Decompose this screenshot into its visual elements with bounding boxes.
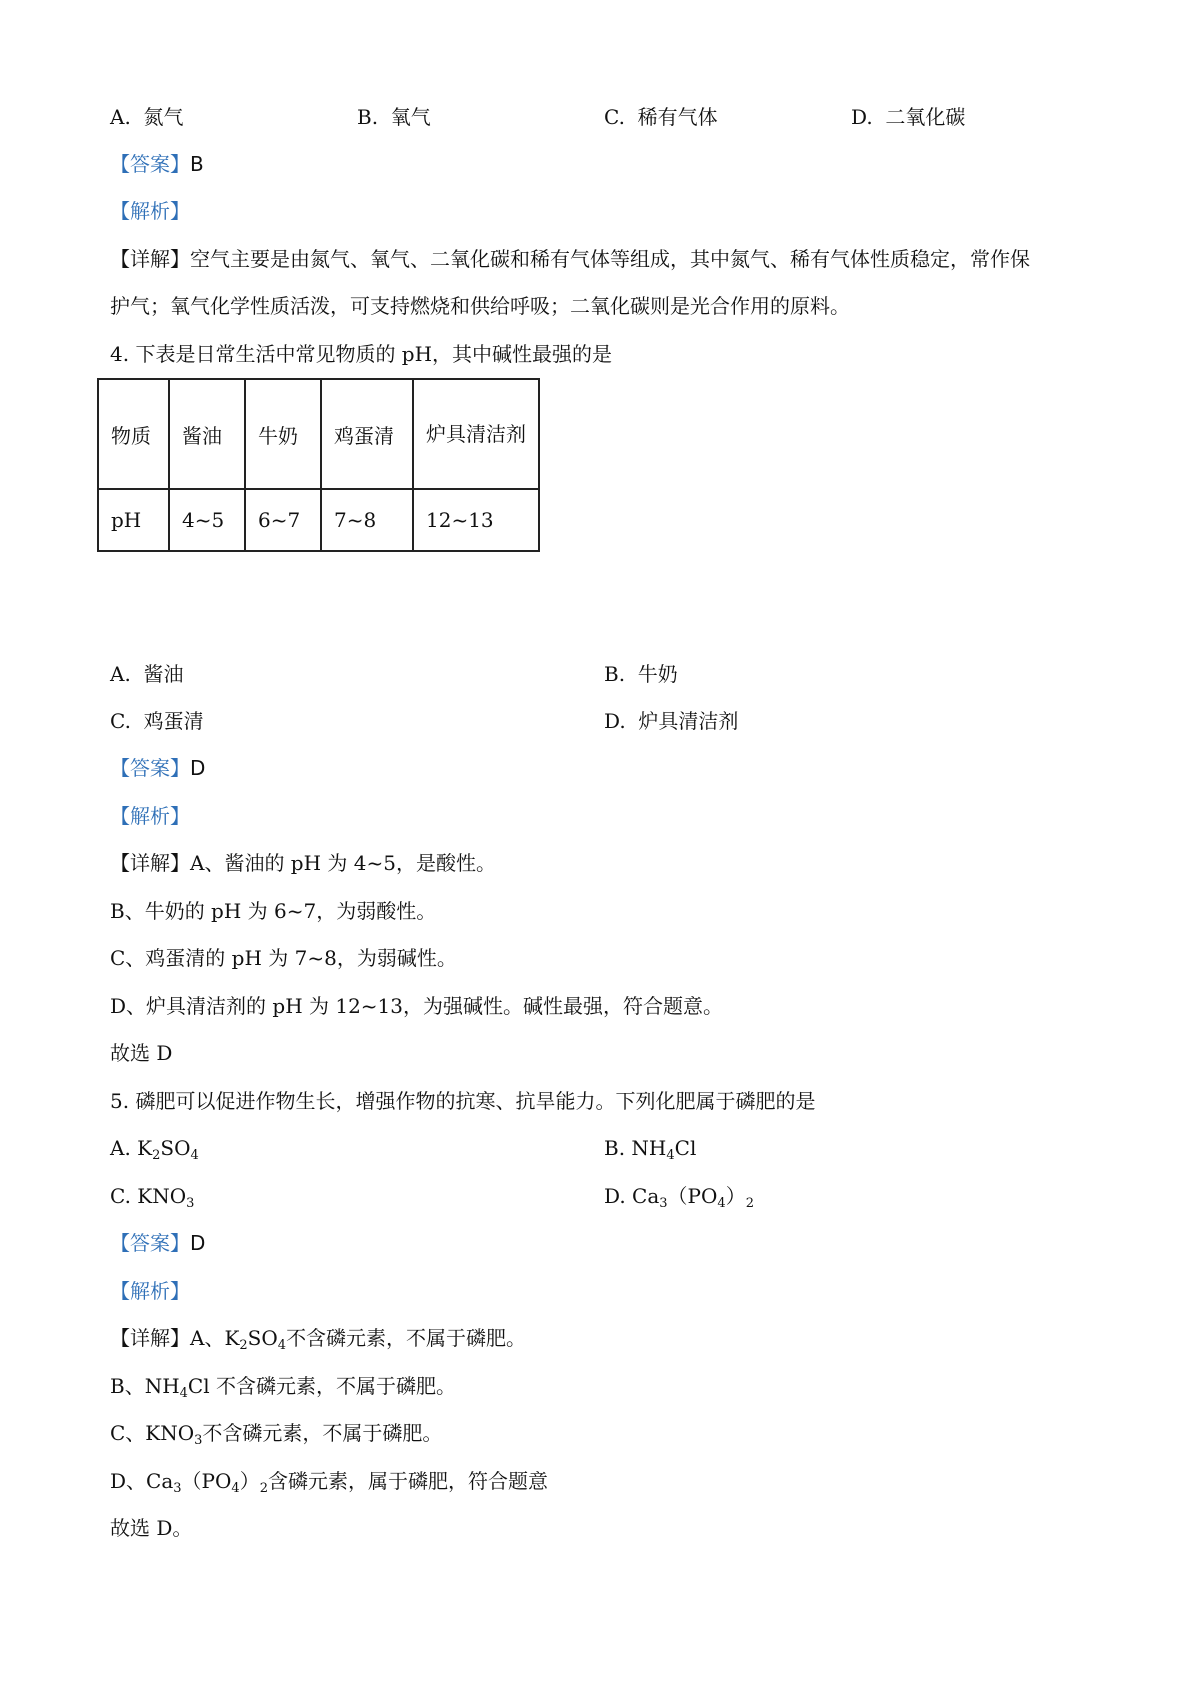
q3-option-c: C. 稀有气体 xyxy=(604,105,718,129)
table-cell: 12~13 xyxy=(413,489,539,551)
table-row xyxy=(98,379,539,489)
q5-option-d: D. $Ca_3(PO_4)_2$ xyxy=(604,1184,754,1211)
q5-answer: 【答案】D xyxy=(110,1231,206,1255)
q3-option-a: A. 氮气 xyxy=(110,105,184,129)
q4-option-a: A. 酱油 xyxy=(110,662,184,686)
q4-detail-line2: B、牛奶的 pH 为 6~7，为弱酸性。 xyxy=(110,899,437,923)
q4-detail-line1: 【详解】A、酱油的 pH 为 4~5，是酸性。 xyxy=(110,851,496,875)
q4-analysis-label: 【解析】 xyxy=(110,804,190,828)
q5-detail-line2: B、$NH_4Cl$ 不含磷元素，不属于磷肥。 xyxy=(110,1374,456,1401)
q3-detail-line2: 护气；氧气化学性质活泼，可支持燃烧和供给呼吸；二氧化碳则是光合作用的原料。 xyxy=(110,294,850,318)
q5-conclusion: 故选 D。 xyxy=(110,1516,193,1540)
q5-option-a: A. $K_2SO_4$ xyxy=(110,1136,199,1163)
q4-option-d: D. 炉具清洁剂 xyxy=(604,709,739,733)
table-cell: 鸡蛋清 xyxy=(321,379,413,489)
q5-detail-line4: D、$Ca_3(PO_4)_2$含磷元素，属于磷肥，符合题意 xyxy=(110,1469,548,1496)
q5-detail-line1: 【详解】A、$K_2SO_4$不含磷元素，不属于磷肥。 xyxy=(110,1326,527,1353)
q4-detail-line3: C、鸡蛋清的 pH 为 7~8，为弱碱性。 xyxy=(110,946,457,970)
q3-answer: 【答案】B xyxy=(110,152,204,176)
q5-analysis-label: 【解析】 xyxy=(110,1279,190,1303)
q4-answer: 【答案】D xyxy=(110,756,206,780)
table-cell: 7~8 xyxy=(321,489,413,551)
q3-option-b: B. 氧气 xyxy=(357,105,431,129)
q3-detail-line1: 【详解】空气主要是由氮气、氧气、二氧化碳和稀有气体等组成，其中氮气、稀有气体性质稳定，常作保 xyxy=(110,247,1030,271)
q4-conclusion: 故选 D xyxy=(110,1041,173,1065)
table-cell: 牛奶 xyxy=(245,379,321,489)
table-cell: 物质 xyxy=(98,379,169,489)
table-cell xyxy=(413,379,539,489)
q3-option-d: D. 二氧化碳 xyxy=(851,105,966,129)
q5-detail-line3: C、$KNO_3$不含磷元素，不属于磷肥。 xyxy=(110,1421,443,1448)
table-cell: 6~7 xyxy=(245,489,321,551)
table-cell: pH xyxy=(98,489,169,551)
q5-option-c: C. $KNO_3$ xyxy=(110,1184,195,1211)
table-cell: 4~5 xyxy=(169,489,245,551)
ph-table xyxy=(97,378,540,552)
q5-option-b: B. $NH_4Cl$ xyxy=(604,1136,697,1163)
table-cell: 酱油 xyxy=(169,379,245,489)
q3-analysis-label: 【解析】 xyxy=(110,199,190,223)
table-row xyxy=(98,489,539,551)
q4-detail-line4: D、炉具清洁剂的 pH 为 12~13，为强碱性。碱性最强，符合题意。 xyxy=(110,994,724,1018)
q4-option-b: B. 牛奶 xyxy=(604,662,678,686)
table-cell-text: 炉具清洁剂 xyxy=(426,422,526,446)
q4-option-c: C. 鸡蛋清 xyxy=(110,709,204,733)
q5-question: 5. 磷肥可以促进作物生长，增强作物的抗寒、抗旱能力。下列化肥属于磷肥的是 xyxy=(110,1089,816,1113)
q4-question: 4. 下表是日常生活中常见物质的 pH，其中碱性最强的是 xyxy=(110,342,613,366)
